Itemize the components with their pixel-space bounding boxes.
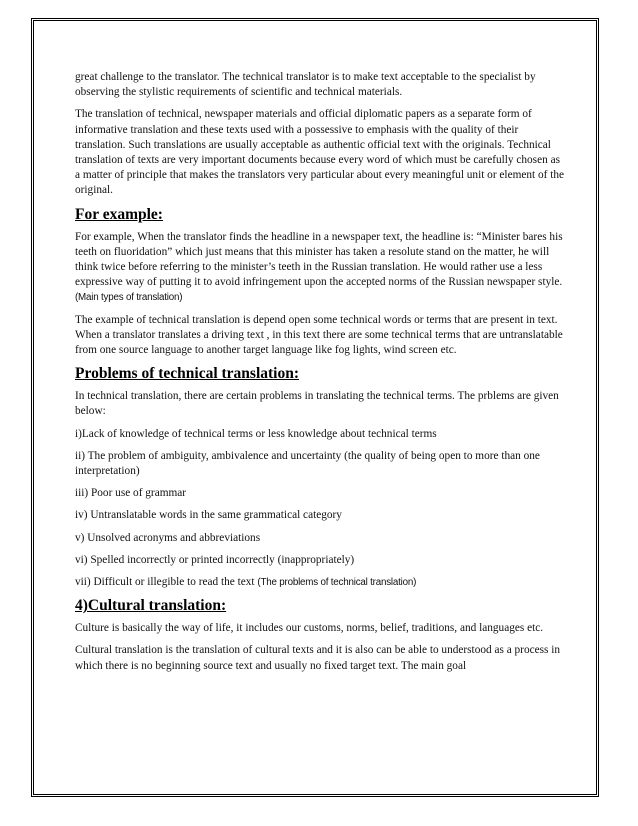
document-body [75,70,565,681]
problem-item-6: vi) Spelled incorrectly or printed incorrectly (inappropriately) [75,553,355,566]
paragraph-3-text: For example, When the translator finds the headline in a newspaper text, the headline is: “Minister bares his teeth on fluoridation” which just means that this minister has taken a resolute stand on the matter, he will think twice before referring to the minister’s teeth in the Russian translation. He would rather use a less expressive way of putting it to avoid infringement upon the accepted norms of the Russian newspaper style. [75,230,563,289]
problem-item-7 [75,575,565,590]
heading-problems: Problems of technical translation: [75,365,300,383]
paragraph-6: Culture is basically the way of life, it includes our customs, norms, belief, traditions, and languages etc. [75,622,544,635]
paragraph-7: Cultural translation is the translation of cultural texts and it is also can be able to understood as a process in which there is no beginning source text and usually no fixed target text. The main goal [75,644,561,672]
problem-item-4: iv) Untranslatable words in the same grammatical category [75,509,342,522]
paragraph-2: The translation of technical, newspaper materials and official diplomatic papers as a separate form of informative translation and these texts used with a possessive to emphasis with the quality of their translation. Such translations are usually acceptable as authentic official text with the originals. Technical translation of texts are very important documents because every word of which must be carefully chosen as a matter of principle that makes the translators very particular about every meaningful unit or element of the original. [75,108,565,197]
paragraph-4: The example of technical translation is depend open some technical words or terms that are present in text. When a translator translates a driving text , in this text there are some technical terms that are untranslatable from one source language to another target language like fog lights, wind screen etc. [75,313,563,357]
problem-item-1: i)Lack of knowledge of technical terms or less knowledge about technical terms [75,427,437,440]
problem-item-7-note: (The problems of technical translation) [257,577,417,589]
paragraph-5: In technical translation, there are certain problems in translating the technical terms. The prblems are given below: [75,390,559,418]
problem-item-2: ii) The problem of ambiguity, ambivalence and uncertainty (the quality of being open to more than one interpretation) [75,449,540,478]
paragraph-3-note: (Main types of translation) [75,292,183,304]
problem-item-5: v) Unsolved acronyms and abbreviations [75,531,261,544]
paragraph-3 [75,230,565,306]
paragraph-1: great challenge to the translator. The technical translator is to make text acceptable to the specialist by observing the stylistic requirements of scientific and technical materials. [75,71,536,99]
problem-item-3: iii) Poor use of grammar [75,487,187,500]
heading-for-example: For example: [75,205,163,223]
heading-cultural: 4)Cultural translation: [75,597,227,615]
problem-item-7-text: vii) Difficult or illegible to read the text [75,576,255,589]
